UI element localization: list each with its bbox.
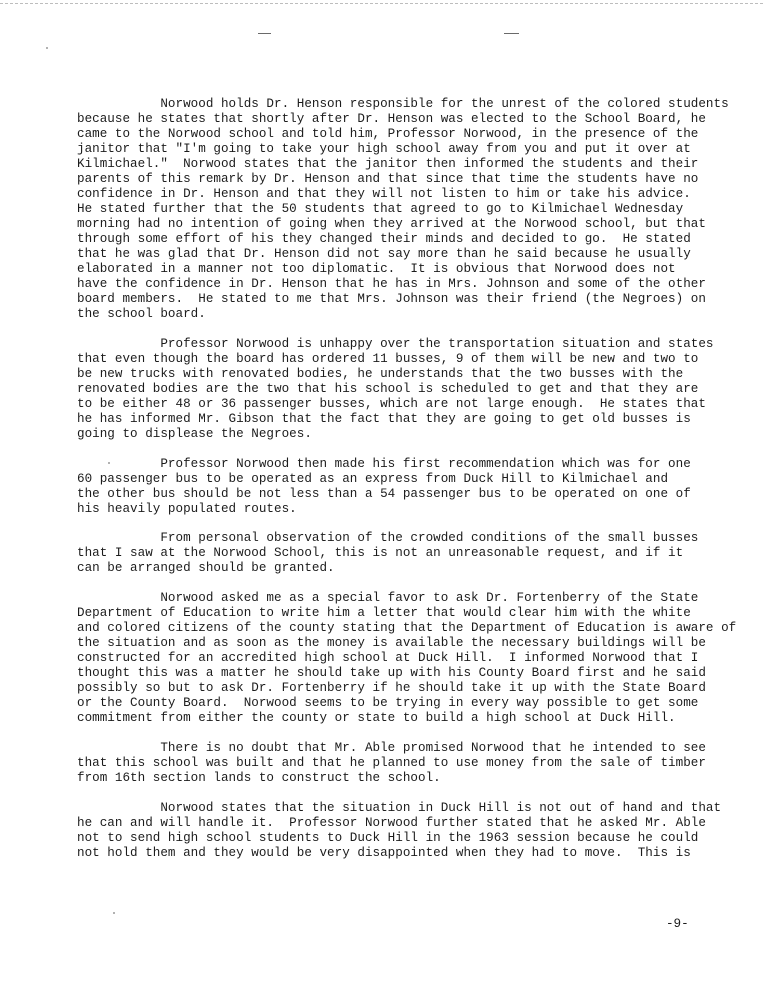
paragraph: Norwood holds Dr. Henson responsible for the unrest of the colored students because he states that shortly after Dr. Henson was elected to the School Board, he came to the Norwood school and told him, Professor Norwood, in the presence of the janitor that "I'm going to take your high school away from you and put it over at Kilmichael." Norwood states that the janitor then informed the students and their parents of this remark by Dr. Henson and that since that time the students have no confidence in Dr. Henson and that they will not listen to him or take his advice. He stated further that the 50 students that agreed to go to Kilmichael Wednesday morning had no intention of going when they arrived at the Norwood school, but that through some effort of his they changed their minds and decided to go. He stated that he was glad that Dr. Henson did not say more than he said because he usually elaborated in a manner not too diplomatic. It is obvious that Norwood does not have the confidence in Dr. Henson that he has in Mrs. Johnson and some of the other board members. He stated to me that Mrs. Johnson was their friend (the Negroes) on the school board. (77, 97, 729, 321)
paragraph: Norwood states that the situation in Duck Hill is not out of hand and that he can and will handle it. Professor Norwood further stated that he asked Mr. Able not to send high school students to Duck Hill in the 1963 session because he could not hold them and they would be very disappointed when they had to move. This is (77, 800, 722, 860)
body-text (77, 97, 737, 876)
page-number: -9- (666, 917, 689, 931)
paper-speck (46, 47, 48, 49)
paragraph: There is no doubt that Mr. Able promised Norwood that he intended to see that this school was built and that he planned to use money from the sale of timber from 16th section lands to construct the school. (77, 740, 706, 785)
paragraph: Professor Norwood is unhappy over the transportation situation and states that even though the board has ordered 11 busses, 9 of them will be new and two to be new trucks with renovated bodies, he understands that the two busses with the renovated bodies are the two that his school is scheduled to get and that they are to be either 48 or 36 passenger busses, which are not large enough. He states that he has informed Mr. Gibson that the fact that they are going to get old busses is going to displease the Negroes. (77, 336, 714, 441)
header-mark-left (258, 33, 271, 34)
paper-speck (113, 912, 115, 914)
paragraph: Professor Norwood then made his first recommendation which was for one 60 passenger bus to be operated as an express from Duck Hill to Kilmichael and the other bus should be not less than a 54 passenger bus to be operated on one of his heavily populated routes. (77, 456, 691, 516)
paragraph: Norwood asked me as a special favor to ask Dr. Fortenberry of the State Department of Education to write him a letter that would clear him with the white and colored citizens of the county stating that the Department of Education is aware of the situation and as soon as the money is available the necessary buildings will be constructed for an accredited high school at Duck Hill. I informed Norwood that I thought this was a matter he should take up with his County Board first and he said possibly so but to ask Dr. Fortenberry if he should take it up with the State Board or the County Board. Norwood seems to be trying in every way possible to get some commitment from either the county or state to build a high school at Duck Hill. (77, 591, 737, 726)
header-mark-right (504, 33, 519, 34)
paragraph: From personal observation of the crowded conditions of the small busses that I saw at the Norwood School, this is not an unreasonable request, and if it can be arranged should be granted. (77, 531, 699, 576)
top-dashed-edge (0, 3, 763, 4)
